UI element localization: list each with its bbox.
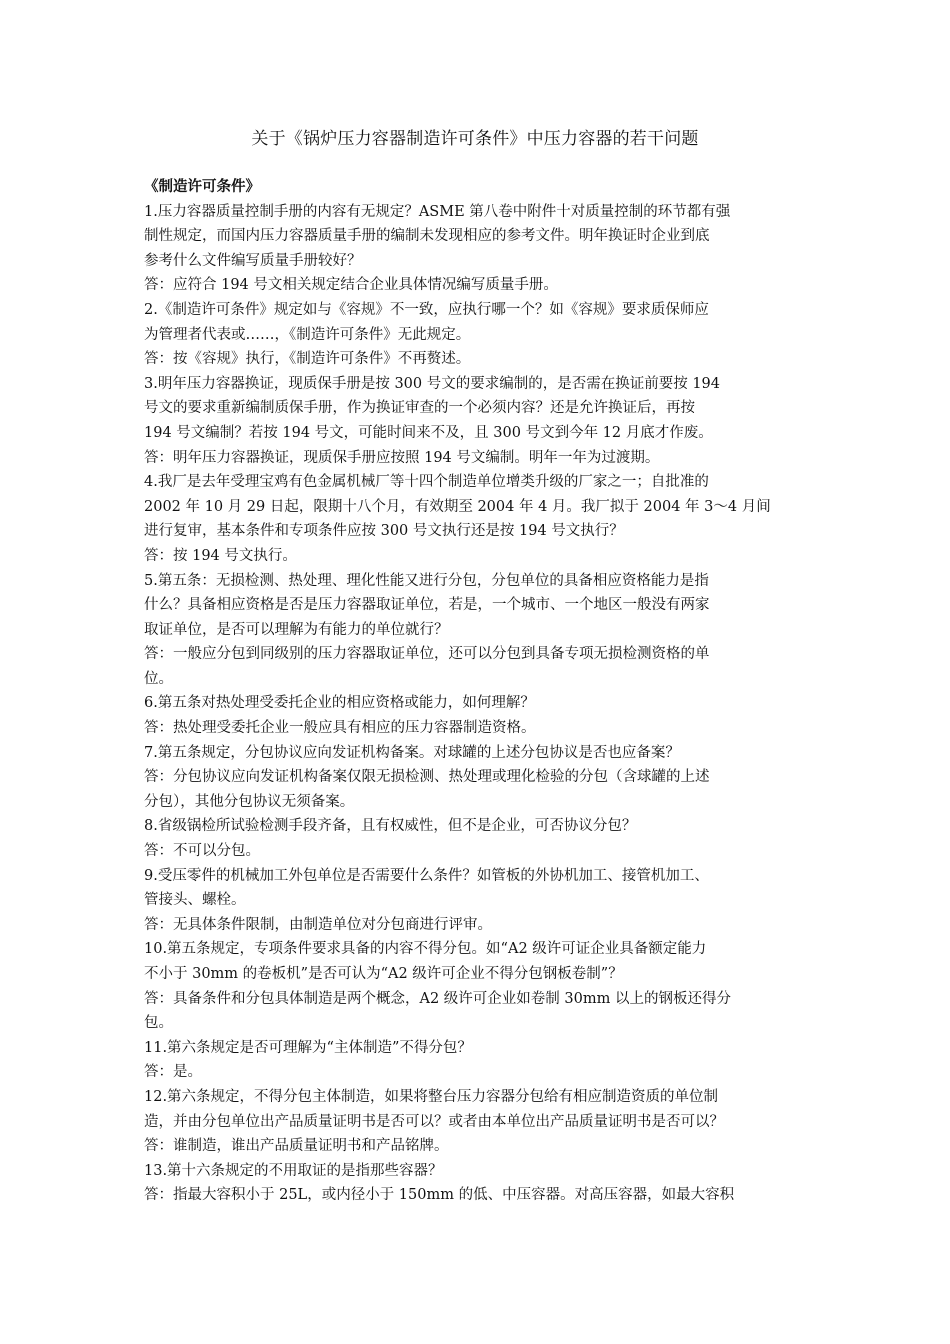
qa-item-5: [144, 569, 808, 692]
question-line: 4.我厂是去年受理宝鸡有色金属机械厂等十四个制造单位增类升级的厂家之一；自批准的: [144, 474, 709, 491]
answer-line: 答：热处理受委托企业一般应具有相应的压力容器制造资格。: [144, 720, 536, 737]
qa-item-12: [144, 1085, 808, 1159]
question-line: 12.第六条规定，不得分包主体制造，如果将整台压力容器分包给有相应制造资质的单位制: [144, 1088, 719, 1105]
question-line: 13.第十六条规定的不用取证的是指那些容器？: [144, 1162, 443, 1179]
question-line: 为管理者代表或……，《制造许可条件》无此规定。: [144, 326, 471, 343]
question-line: 7.第五条规定，分包协议应向发证机构备案。对球罐的上述分包协议是否也应备案？: [144, 744, 680, 761]
answer-line: 答：无具体条件限制，由制造单位对分包商进行评审。: [144, 916, 492, 933]
qa-item-1: [144, 200, 808, 298]
answer-line: 答：明年压力容器换证，现质保手册应按照 194 号文编制。明年一年为过渡期。: [144, 449, 660, 466]
qa-item-2: [144, 298, 808, 372]
answer-line: 答：分包协议应向发证机构备案仅限无损检测、热处理或理化检验的分包（含球罐的上述: [144, 769, 710, 786]
document-body: [144, 175, 808, 1208]
question-line: 6.第五条对热处理受委托企业的相应资格或能力，如何理解？: [144, 695, 535, 712]
qa-item-10: [144, 937, 808, 1035]
answer-line: 答：谁制造，谁出产品质量证明书和产品铭牌。: [144, 1138, 449, 1155]
answer-line: 答：是。: [144, 1064, 202, 1081]
question-line: 进行复审，基本条件和专项条件应按 300 号文执行还是按 194 号文执行？: [144, 523, 624, 540]
question-line: 9.受压零件的机械加工外包单位是否需要什么条件？如管板的外协机加工、接管机加工、: [144, 867, 709, 884]
qa-item-11: [144, 1036, 808, 1085]
qa-item-6: [144, 691, 808, 740]
question-line: 10.第五条规定，专项条件要求具备的内容不得分包。如“A2 级许可证企业具备额定能力: [144, 941, 707, 958]
question-line: 管接头、螺栓。: [144, 892, 246, 909]
document-title: 关于《锅炉压力容器制造许可条件》中压力容器的若干问题: [251, 129, 699, 149]
answer-line: 位。: [144, 670, 173, 687]
question-line: 194 号文编制？若按 194 号文，可能时间来不及，且 300 号文到今年 12 月底才作废。: [144, 424, 713, 441]
qa-item-13: [144, 1159, 808, 1208]
question-line: 取证单位，是否可以理解为有能力的单位就行？: [144, 621, 449, 638]
qa-item-9: [144, 864, 808, 938]
answer-line: 分包），其他分包协议无须备案。: [144, 793, 355, 810]
answer-line: 答：具备条件和分包具体制造是两个概念，A2 级许可企业如卷制 30mm 以上的钢板还得分: [144, 990, 731, 1007]
qa-item-3: [144, 372, 808, 470]
qa-item-7: [144, 741, 808, 815]
answer-line: 答：一般应分包到同级别的压力容器取证单位，还可以分包到具备专项无损检测资格的单: [144, 646, 710, 663]
qa-item-8: [144, 814, 808, 863]
answer-line: 答：指最大容积小于 25L，或内径小于 150mm 的低、中压容器。对高压容器，如最大容积: [144, 1187, 735, 1204]
question-line: 号文的要求重新编制质保手册，作为换证审查的一个必须内容？还是允许换证后，再按: [144, 400, 695, 417]
question-line: 参考什么文件编写质量手册较好？: [144, 252, 362, 269]
question-line: 5.第五条：无损检测、热处理、理化性能又进行分包，分包单位的具备相应资格能力是指: [144, 572, 709, 589]
question-line: 8.省级锅检所试验检测手段齐备，且有权威性，但不是企业，可否协议分包？: [144, 818, 637, 835]
answer-line: 答：应符合 194 号文相关规定结合企业具体情况编写质量手册。: [144, 277, 558, 294]
question-line: 什么？具备相应资格是否是压力容器取证单位，若是，一个城市、一个地区一般没有两家: [144, 597, 710, 614]
question-line: 1.压力容器质量控制手册的内容有无规定？ASME 第八卷中附件十对质量控制的环节都有强: [144, 203, 731, 220]
answer-line: 答：不可以分包。: [144, 843, 260, 860]
question-line: 11.第六条规定是否可理解为“主体制造”不得分包？: [144, 1039, 472, 1056]
answer-line: 答：按 194 号文执行。: [144, 547, 297, 564]
question-line: 2002 年 10 月 29 日起，限期十八个月，有效期至 2004 年 4 月。我厂拟于 2004 年 3～4 月间: [144, 498, 771, 515]
section-heading: 《制造许可条件》: [144, 178, 260, 195]
question-line: 2.《制造许可条件》规定如与《容规》不一致，应执行哪一个？如《容规》要求质保师应: [144, 301, 709, 318]
question-line: 造，并由分包单位出产品质量证明书是否可以？或者由本单位出产品质量证明书是否可以？: [144, 1113, 724, 1130]
question-line: 3.明年压力容器换证，现质保手册是按 300 号文的要求编制的，是否需在换证前要按 194: [144, 375, 721, 392]
question-line: 制性规定，而国内压力容器质量手册的编制未发现相应的参考文件。明年换证时企业到底: [144, 228, 710, 245]
answer-line: 包。: [144, 1015, 173, 1032]
answer-line: 答：按《容规》执行，《制造许可条件》不再赘述。: [144, 351, 471, 368]
qa-item-4: [144, 470, 808, 568]
question-line: 不小于 30mm 的卷板机”是否可认为“A2 级许可企业不得分包钢板卷制”？: [144, 966, 623, 982]
